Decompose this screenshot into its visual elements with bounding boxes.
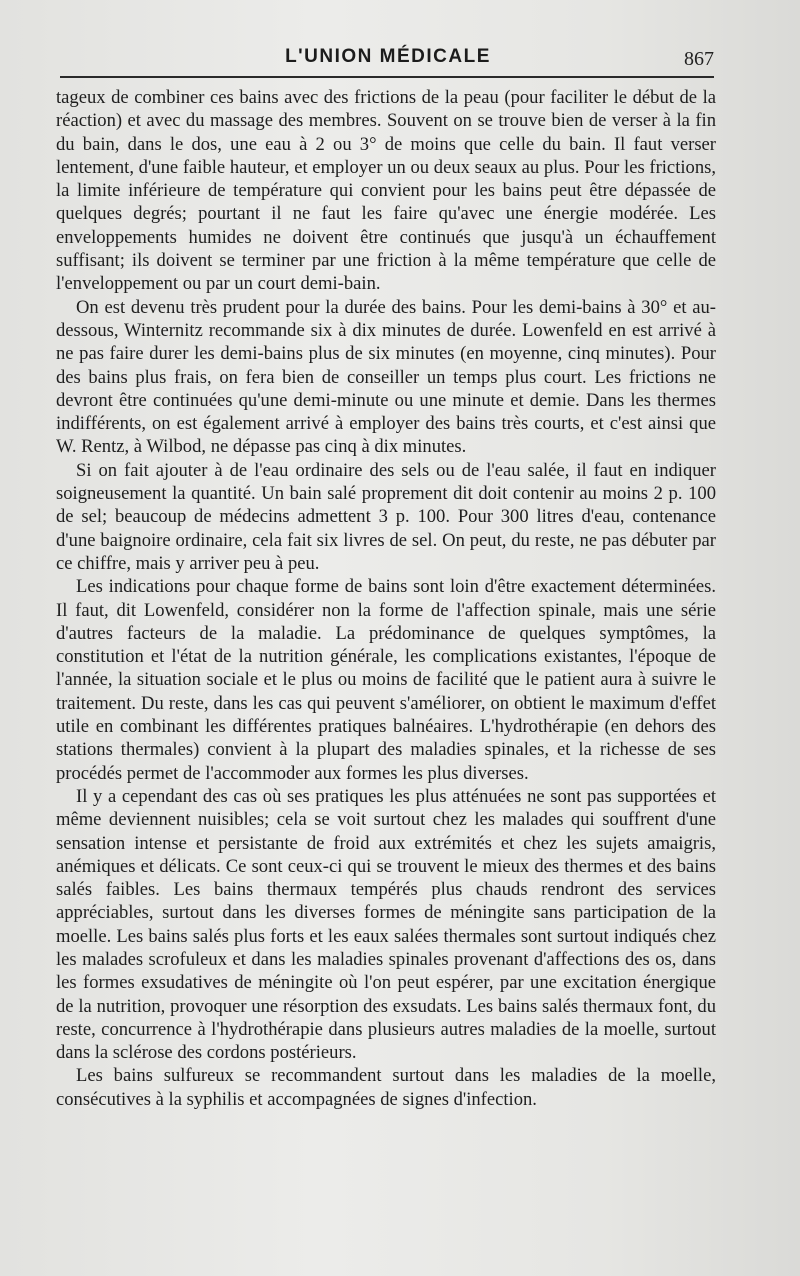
page-header — [62, 46, 714, 74]
paragraph: Les bains sulfureux se recommandent surtout dans les maladies de la moelle, consécutives à la syphilis et accompagnées de signes d'infection. — [56, 1065, 716, 1110]
paragraph: On est devenu très prudent pour la durée des bains. Pour les demi-bains à 30° et au-dessous, Winternitz recommande six à dix minutes de durée. Lowenfeld en est arrivé à ne pas faire durer les demi-bains plus de six minutes (en moyenne, cinq minutes). Pour des bains plus frais, on fera bien de conseiller un temps plus court. Les frictions ne devront être continuées qu'une demi-minute ou une minute et demie. Dans les thermes indifférents, on est également arrivé à employer des bains très courts, et c'est ainsi que W. Rentz, à Wilbod, ne dépasse pas cinq à dix minutes. — [56, 296, 716, 458]
paragraph: Les indications pour chaque forme de bains sont loin d'être exactement déterminées. Il faut, dit Lowenfeld, considérer non la forme de l'affection spinale, mais une série d'autres facteurs de la maladie. La prédominance de quelques symptômes, la constitution et l'état de la nutrition générale, les complications existantes, l'époque de l'année, la situation sociale et le plus ou moins de facilité que le patient aura à suivre le traitement. Du reste, dans les cas qui peuvent s'améliorer, on obtient le maximum d'effet utile en combinant les différentes pratiques balnéaires. L'hydrothérapie (en dehors des stations thermales) convient à la plupart des maladies spinales, et la richesse de ses procédés permet de l'accommoder aux formes les plus diverses. — [56, 576, 716, 784]
paragraph: tageux de combiner ces bains avec des frictions de la peau (pour faciliter le début de la réaction) et avec du massage des membres. Souvent on se trouve bien de verser à la fin du bain, dans le dos, une eau à 2 ou 3° de moins que celle du bain. Il faut verser lentement, d'une faible hauteur, et employer un ou deux seaux au plus. Pour les frictions, la limite inférieure de température qui convient pour les bains peut être dépassée de quelques degrés; pourtant il ne faut les faire qu'avec une énergie modérée. Les enveloppements humides ne doivent être continués que jusqu'à un échauffement suffisant; ils doivent se terminer par une friction à la même température que celle de l'enveloppement ou par un court demi-bain. — [56, 87, 716, 295]
paragraph: Il y a cependant des cas où ses pratiques les plus atténuées ne sont pas supportées et même deviennent nuisibles; cela se voit surtout chez les malades qui souffrent d'une sensation intense et persistante de froid aux extrémités et chez les sujets amaigris, anémiques et délicats. Ce sont ceux-ci qui se trouvent le mieux des thermes et des bains salés faibles. Les bains thermaux tempérés plus chauds rendront des services appréciables, surtout dans les diverses formes de méningite sans participation de la moelle. Les bains salés plus forts et les eaux salées thermales sont surtout indiqués chez les malades scrofuleux et dans les maladies spinales provenant d'affections des os, dans les formes exsudatives de méningite où l'on peut espérer, par une excitation énergique de la nutrition, provoquer une résorption des exsudats. Les bains salés thermaux font, du reste, concurrence à l'hydrothérapie dans plusieurs autres maladies de la moelle, surtout dans la sclérose des cordons postérieurs. — [56, 785, 716, 1064]
header-rule — [60, 76, 714, 78]
page-number: 867 — [684, 48, 714, 70]
body-text — [56, 86, 716, 1111]
paragraph: Si on fait ajouter à de l'eau ordinaire des sels ou de l'eau salée, il faut en indiquer soigneusement la quantité. Un bain salé proprement dit doit contenir au moins 2 p. 100 de sel; beaucoup de médecins admettent 3 p. 100. Pour 300 litres d'eau, contenance d'une baignoire ordinaire, cela fait six livres de sel. On peut, du reste, ne pas débuter par ce chiffre, mais y arriver peu à peu. — [56, 459, 716, 574]
running-title: L'UNION MÉDICALE — [285, 46, 491, 67]
